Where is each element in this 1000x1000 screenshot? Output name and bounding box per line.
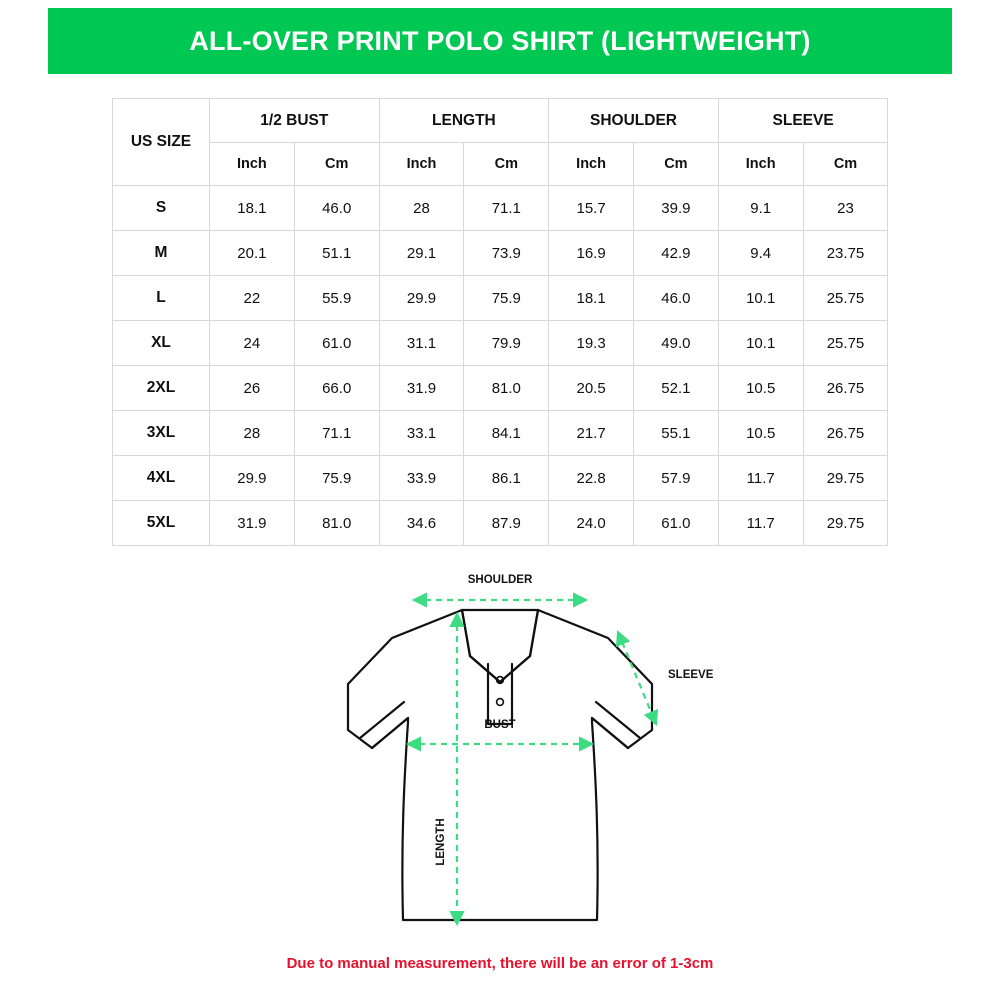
- cell-shoulder-inch: 16.9: [549, 231, 634, 276]
- cell-size: 3XL: [113, 411, 210, 456]
- cell-sleeve-cm: 23.75: [803, 231, 888, 276]
- table-row: [113, 366, 888, 411]
- unit-header-bust-cm: Cm: [294, 143, 379, 186]
- bust-label: BUST: [484, 719, 516, 731]
- unit-header-length-inch: Inch: [379, 143, 464, 186]
- column-header-us-size: US SIZE: [113, 99, 210, 186]
- cell-bust-cm: 75.9: [294, 456, 379, 501]
- column-header-shoulder: SHOULDER: [549, 99, 719, 143]
- cell-length-cm: 81.0: [464, 366, 549, 411]
- cell-length-cm: 73.9: [464, 231, 549, 276]
- cell-shoulder-cm: 39.9: [633, 186, 718, 231]
- cell-shoulder-inch: 15.7: [549, 186, 634, 231]
- measurement-note: Due to manual measurement, there will be an error of 1-3cm: [286, 955, 714, 972]
- cell-bust-cm: 55.9: [294, 276, 379, 321]
- cell-size: 2XL: [113, 366, 210, 411]
- cell-sleeve-inch: 10.1: [718, 321, 803, 366]
- size-table-container: [112, 98, 888, 546]
- cell-sleeve-inch: 11.7: [718, 456, 803, 501]
- table-head: [113, 99, 888, 186]
- cell-length-inch: 29.1: [379, 231, 464, 276]
- header-banner: [48, 8, 952, 74]
- cell-shoulder-cm: 57.9: [633, 456, 718, 501]
- cell-bust-cm: 71.1: [294, 411, 379, 456]
- cell-length-cm: 84.1: [464, 411, 549, 456]
- cell-shoulder-inch: 24.0: [549, 501, 634, 546]
- cell-sleeve-cm: 23: [803, 186, 888, 231]
- cell-bust-cm: 46.0: [294, 186, 379, 231]
- cell-sleeve-cm: 25.75: [803, 276, 888, 321]
- sleeve-label: SLEEVE: [668, 669, 714, 681]
- sleeve-arrow: [618, 632, 656, 724]
- cell-shoulder-cm: 52.1: [633, 366, 718, 411]
- cell-length-inch: 28: [379, 186, 464, 231]
- cell-bust-inch: 31.9: [210, 501, 295, 546]
- cell-sleeve-inch: 10.5: [718, 366, 803, 411]
- cell-sleeve-cm: 25.75: [803, 321, 888, 366]
- cell-shoulder-cm: 61.0: [633, 501, 718, 546]
- table-body: [113, 186, 888, 546]
- cell-size: S: [113, 186, 210, 231]
- cell-size: 4XL: [113, 456, 210, 501]
- cell-sleeve-inch: 10.5: [718, 411, 803, 456]
- cell-size: XL: [113, 321, 210, 366]
- cell-shoulder-inch: 20.5: [549, 366, 634, 411]
- cell-length-cm: 87.9: [464, 501, 549, 546]
- cell-sleeve-inch: 10.1: [718, 276, 803, 321]
- cell-length-cm: 75.9: [464, 276, 549, 321]
- table-row: [113, 276, 888, 321]
- cell-length-inch: 33.1: [379, 411, 464, 456]
- cell-sleeve-inch: 9.4: [718, 231, 803, 276]
- cell-bust-cm: 81.0: [294, 501, 379, 546]
- cell-bust-cm: 61.0: [294, 321, 379, 366]
- cell-length-inch: 31.1: [379, 321, 464, 366]
- cell-sleeve-cm: 26.75: [803, 411, 888, 456]
- cell-length-inch: 31.9: [379, 366, 464, 411]
- column-header-half-bust: 1/2 BUST: [210, 99, 380, 143]
- cell-shoulder-cm: 49.0: [633, 321, 718, 366]
- page-title: ALL-OVER PRINT POLO SHIRT (LIGHTWEIGHT): [189, 25, 811, 56]
- unit-header-shoulder-cm: Cm: [633, 143, 718, 186]
- cell-shoulder-inch: 18.1: [549, 276, 634, 321]
- column-header-sleeve: SLEEVE: [718, 99, 888, 143]
- cell-sleeve-cm: 26.75: [803, 366, 888, 411]
- cell-shoulder-inch: 21.7: [549, 411, 634, 456]
- cell-size: 5XL: [113, 501, 210, 546]
- cell-bust-cm: 51.1: [294, 231, 379, 276]
- polo-shirt-diagram: [0, 552, 1000, 942]
- cell-shoulder-inch: 22.8: [549, 456, 634, 501]
- column-header-length: LENGTH: [379, 99, 549, 143]
- cell-size: M: [113, 231, 210, 276]
- cell-bust-inch: 22: [210, 276, 295, 321]
- cell-bust-inch: 20.1: [210, 231, 295, 276]
- cell-length-cm: 86.1: [464, 456, 549, 501]
- unit-header-length-cm: Cm: [464, 143, 549, 186]
- cell-sleeve-inch: 9.1: [718, 186, 803, 231]
- cell-bust-inch: 28: [210, 411, 295, 456]
- cell-length-inch: 33.9: [379, 456, 464, 501]
- table-row: [113, 231, 888, 276]
- table-row: [113, 411, 888, 456]
- cell-bust-inch: 29.9: [210, 456, 295, 501]
- cell-bust-cm: 66.0: [294, 366, 379, 411]
- cell-bust-inch: 24: [210, 321, 295, 366]
- unit-header-sleeve-inch: Inch: [718, 143, 803, 186]
- cell-sleeve-cm: 29.75: [803, 456, 888, 501]
- shoulder-label: SHOULDER: [467, 574, 533, 586]
- table-row: [113, 186, 888, 231]
- cell-shoulder-cm: 42.9: [633, 231, 718, 276]
- shirt-outline: [348, 610, 652, 920]
- unit-header-bust-inch: Inch: [210, 143, 295, 186]
- size-table: [112, 98, 888, 546]
- unit-header-sleeve-cm: Cm: [803, 143, 888, 186]
- unit-header-shoulder-inch: Inch: [549, 143, 634, 186]
- cell-length-inch: 29.9: [379, 276, 464, 321]
- table-row: [113, 456, 888, 501]
- length-label: LENGTH: [435, 818, 447, 866]
- table-row: [113, 501, 888, 546]
- cell-shoulder-cm: 55.1: [633, 411, 718, 456]
- cell-shoulder-cm: 46.0: [633, 276, 718, 321]
- cell-size: L: [113, 276, 210, 321]
- cell-sleeve-cm: 29.75: [803, 501, 888, 546]
- cell-shoulder-inch: 19.3: [549, 321, 634, 366]
- table-unit-header-row: [113, 143, 888, 186]
- cell-length-cm: 79.9: [464, 321, 549, 366]
- cell-length-cm: 71.1: [464, 186, 549, 231]
- cell-length-inch: 34.6: [379, 501, 464, 546]
- table-group-header-row: [113, 99, 888, 143]
- cell-sleeve-inch: 11.7: [718, 501, 803, 546]
- table-row: [113, 321, 888, 366]
- cell-bust-inch: 18.1: [210, 186, 295, 231]
- cell-bust-inch: 26: [210, 366, 295, 411]
